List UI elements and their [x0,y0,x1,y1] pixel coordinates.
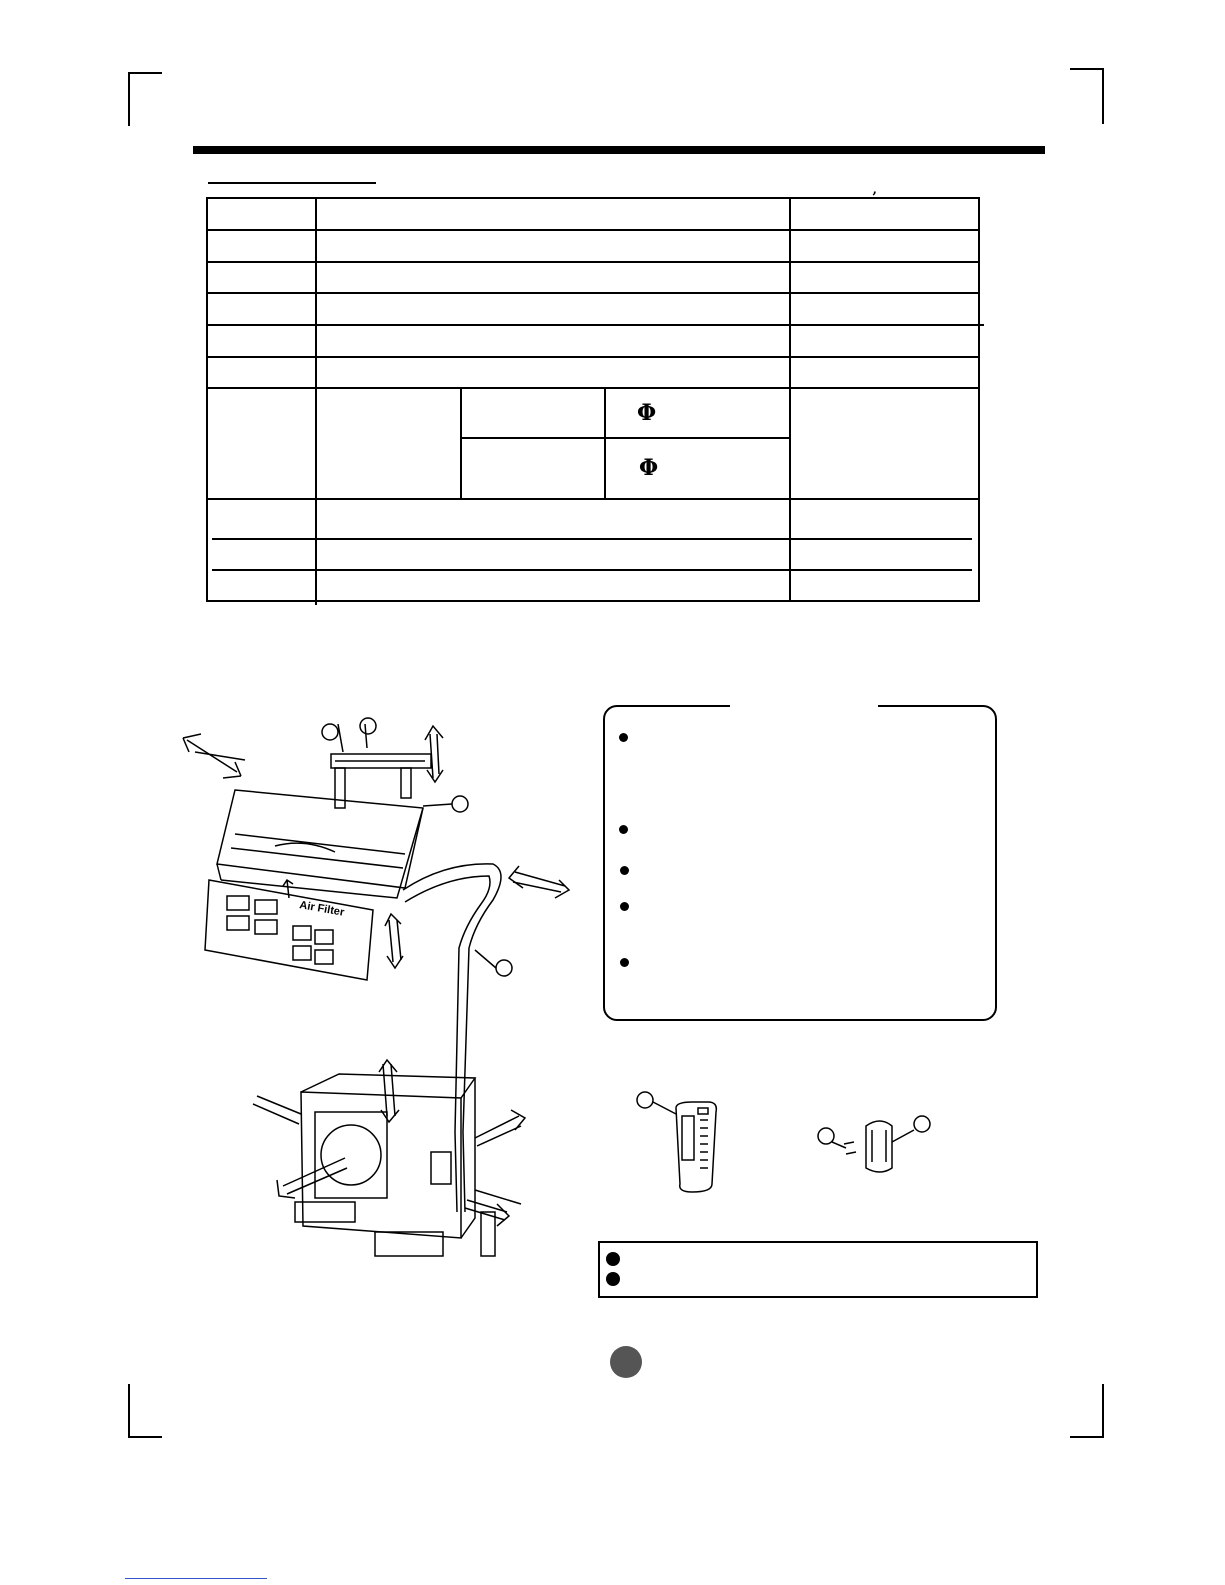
callout-circle [360,718,376,734]
notes-box [603,705,997,1021]
remote-controller-illustration [632,1088,732,1198]
table-rule [212,569,972,571]
page-number-badge [610,1346,642,1378]
remote-holder-illustration [810,1112,940,1182]
air-filter-label: Air Filter [298,899,346,919]
table-rule [206,600,980,602]
clearance-arrow-icon [183,734,245,778]
bullet-icon [606,1252,620,1266]
base-block [295,1202,355,1222]
crop-mark-bottom-left-v [128,1384,130,1438]
table-rule [604,387,606,498]
header-rule [193,146,1045,154]
clearance-arrow-icon [385,914,403,968]
footer-link-underline[interactable] [125,1578,267,1579]
crop-mark-top-right-v [1102,68,1104,124]
indoor-unit [217,790,423,898]
table-rule [315,197,317,605]
bullet-icon [620,902,629,911]
clearance-arrow-icon [509,866,569,898]
crop-mark-top-left-h [128,72,162,74]
table-rule [462,437,790,439]
notice-box [598,1241,1038,1298]
table-rule [208,356,980,358]
table-rule [208,324,984,326]
callout-circle [496,960,512,976]
callout-circle [818,1128,834,1144]
callout-circle [637,1092,653,1108]
table-rule [208,498,980,500]
table-rule [208,387,980,389]
table-rule [208,292,980,294]
phi-symbol-icon: Φ [639,455,659,481]
installation-diagram [175,712,595,1272]
notes-title-gap [730,700,878,710]
drain-cap [481,1212,495,1256]
callout-circle [322,724,338,740]
crop-mark-top-right-h [1070,68,1104,70]
table-rule [460,387,462,498]
phi-symbol-icon: Φ [637,400,657,426]
callout-circle [914,1116,930,1132]
screw-icon [338,724,367,752]
drain-hose [403,864,501,1212]
crop-mark-top-left-v [128,72,130,126]
clearance-arrow-icon [379,1060,399,1122]
bullet-icon [620,866,629,875]
crop-mark-bottom-left-h [128,1436,162,1438]
bullet-icon [606,1272,620,1286]
clearance-arrow-icon [277,1158,347,1198]
table-rule [208,261,980,263]
table-rule [208,229,980,231]
crop-mark-bottom-right-v [1102,1384,1104,1438]
clearance-arrow-icon [253,1096,301,1124]
bullet-icon [619,825,628,834]
apostrophe-mark: ’ [872,190,877,206]
bullet-icon [619,733,628,742]
air-filter [205,880,373,980]
table-rule [978,197,980,602]
table-rule [789,197,791,602]
bullet-icon [620,958,629,967]
callout-circle [452,796,468,812]
clearance-arrow-icon [475,1110,525,1146]
table-rule [206,197,980,199]
crop-mark-bottom-right-h [1070,1436,1104,1438]
table-rule [212,538,972,540]
table-rule [206,197,208,602]
section-heading-underline [208,182,376,184]
outdoor-unit [301,1074,475,1238]
